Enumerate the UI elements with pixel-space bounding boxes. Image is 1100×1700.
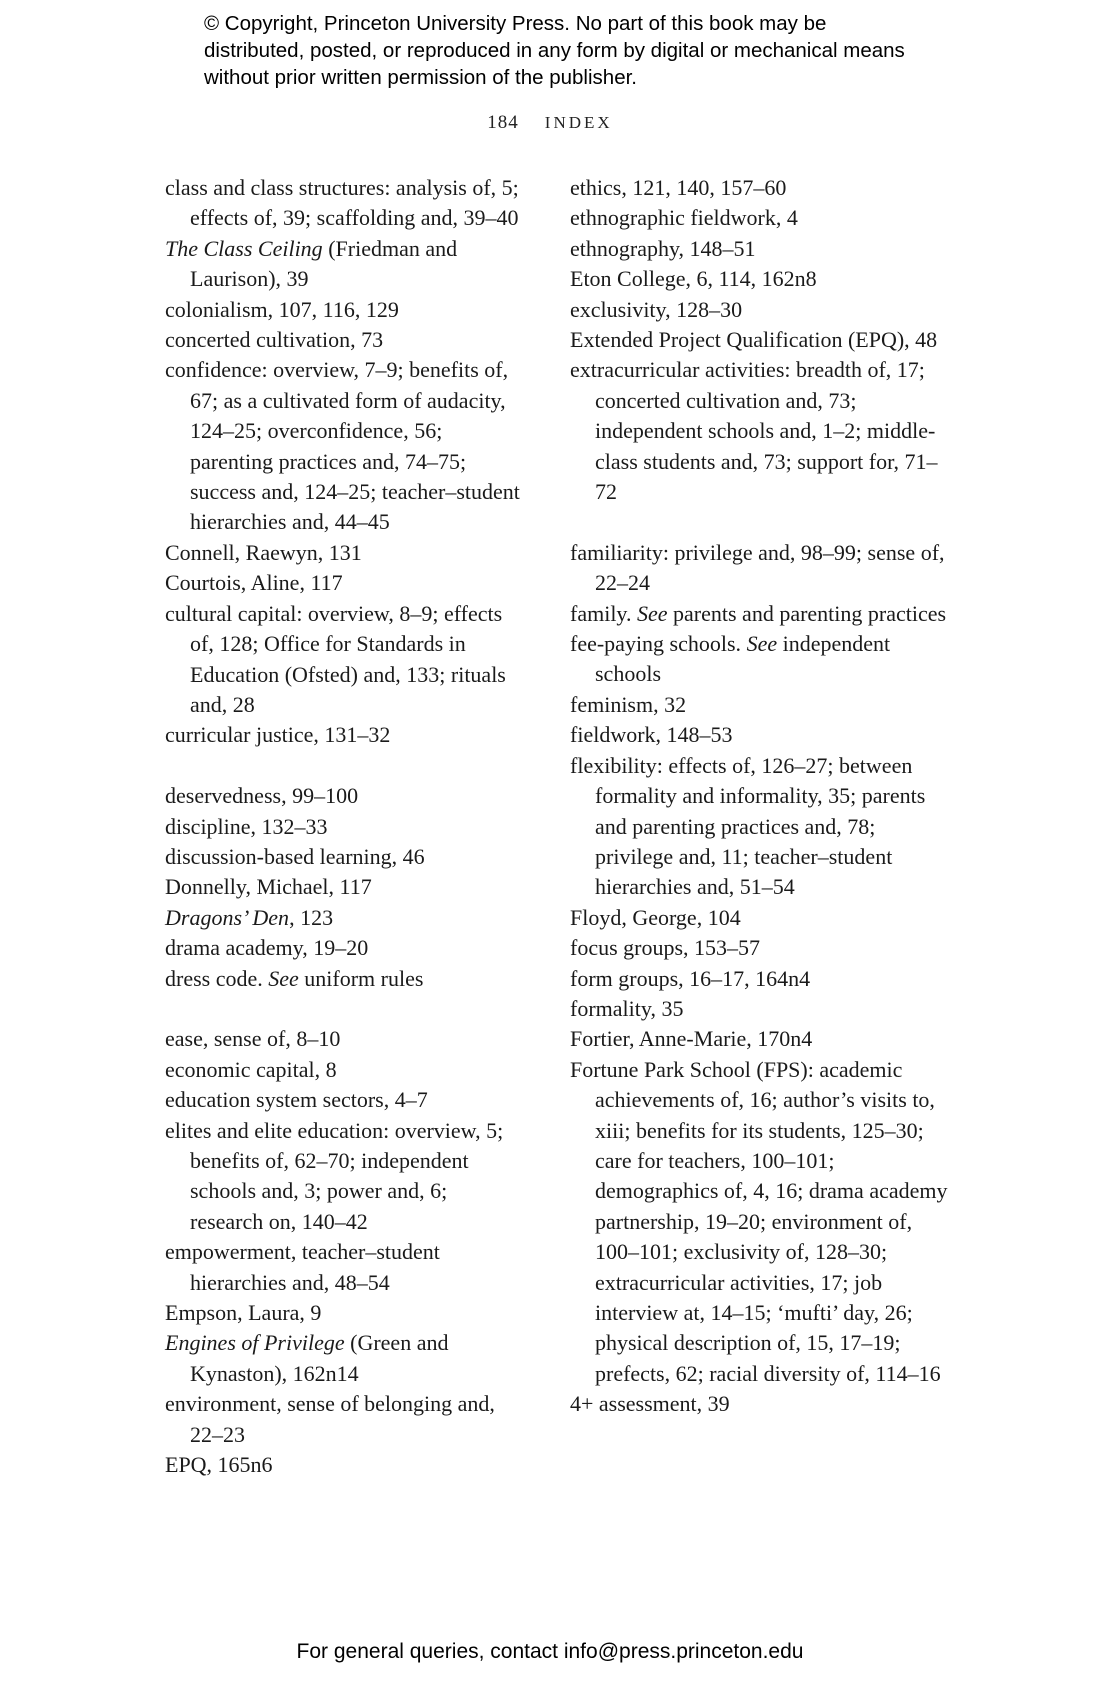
- index-entry-text: focus groups, 153–57: [570, 935, 761, 961]
- index-entry: [570, 295, 950, 325]
- index-entry: [165, 1298, 525, 1328]
- index-entry: [165, 599, 525, 721]
- section-title: INDEX: [544, 113, 613, 132]
- index-entry-text: economic capital, 8: [165, 1056, 337, 1082]
- index-entry: [165, 355, 525, 537]
- index-entry-text: Fortier, Anne-Marie, 170n4: [570, 1026, 813, 1052]
- index-entry-text: Floyd, George, 104: [570, 904, 741, 930]
- index-entry: [570, 234, 950, 264]
- index-entry-text: uniform rules: [298, 965, 424, 991]
- index-entry: [165, 933, 525, 963]
- index-entry-text: ethnography, 148–51: [570, 235, 756, 261]
- index-column-left: [165, 173, 525, 1480]
- index-entry-text: colonialism, 107, 116, 129: [165, 296, 399, 322]
- letter-group-gap: [165, 994, 525, 1024]
- index-entry-text: formality, 35: [570, 995, 684, 1021]
- index-entry-text: ease, sense of, 8–10: [165, 1026, 341, 1052]
- copyright-notice: © Copyright, Princeton University Press. No part of this book may be distributed, posted, or reproduced in any form by digital or mechanical means without prior written permission of the publisher.: [204, 12, 905, 89]
- index-entry: [165, 173, 525, 234]
- index-entry-text: fee-paying schools.: [570, 631, 747, 657]
- index-entry-italic-text: The Class Ceiling: [165, 235, 323, 261]
- index-entry-text: family.: [570, 600, 637, 626]
- index-entry-text: independent schools: [595, 631, 891, 687]
- index-entry-text: education system sectors, 4–7: [165, 1087, 428, 1113]
- index-entry-text: class and class structures: analysis of, 5; effects of, 39; scaffolding and, 39–40: [165, 175, 519, 231]
- index-entry-text: , 123: [289, 904, 334, 930]
- index-entry: [570, 629, 950, 690]
- index-entry-text: Courtois, Aline, 117: [165, 570, 343, 596]
- index-column-right: [570, 173, 950, 1420]
- letter-group-gap: [570, 507, 950, 537]
- footer-contact: For general queries, contact info@press.princeton.edu: [296, 1640, 804, 1663]
- index-entry: [570, 720, 950, 750]
- index-entry: [165, 1055, 525, 1085]
- index-entry-text: fieldwork, 148–53: [570, 722, 733, 748]
- index-entry-text: (Friedman and Laurison), 39: [190, 235, 458, 292]
- index-entry-text: dress code.: [165, 965, 269, 991]
- index-entry-text: flexibility: effects of, 126–27; between formality and informality, 35; parents and parenting practices and, 78; privilege and, 11; teacher–student hierarchies and, 51–54: [570, 752, 926, 900]
- index-entry-italic-text: Dragons’ Den: [165, 904, 290, 930]
- index-entry-italic-text: See: [637, 600, 668, 626]
- index-entry: [570, 690, 950, 720]
- index-entry: [570, 933, 950, 963]
- index-entry-italic-text: See: [746, 631, 778, 657]
- index-entry-text: concerted cultivation, 73: [165, 327, 384, 353]
- index-entry-text: Fortune Park School (FPS): academic achievements of, 16; author’s visits to, xiii; benefits for its students, 125–30; care for teachers, 100–101; demographics of, 4, 16; drama academy partnership, 19–20; environment of, 100–101; exclusivity of, 128–30; extracurricular activities, 17; job interview at, 14–15; ‘mufti’ day, 26; physical description of, 15, 17–19; prefects, 62; racial diversity of, 114–16: [570, 1056, 948, 1386]
- running-head: [0, 112, 1100, 134]
- index-entry-text: confidence: overview, 7–9; benefits of, 67; as a cultivated form of audacity, 124–25; overconfidence, 56; parenting practices and, 74–75; success and, 124–25; teacher–student hierarchies and, 44–45: [165, 357, 520, 535]
- index-entry-text: drama academy, 19–20: [165, 935, 369, 961]
- index-entry: [165, 538, 525, 568]
- index-entry-text: ethnographic fieldwork, 4: [570, 205, 798, 231]
- index-entry: [165, 1328, 525, 1389]
- index-entry: [570, 751, 950, 903]
- index-entry: [165, 842, 525, 872]
- index-entry: [570, 203, 950, 233]
- index-entry-text: EPQ, 165n6: [165, 1452, 273, 1478]
- index-entry-text: empowerment, teacher–student hierarchies and, 48–54: [165, 1239, 440, 1295]
- index-entry: [165, 1237, 525, 1298]
- index-entry: [570, 994, 950, 1024]
- index-entry: [165, 1450, 525, 1480]
- letter-group-gap: [165, 751, 525, 781]
- index-entry: [165, 568, 525, 598]
- index-entry: [570, 599, 950, 629]
- index-entry: [165, 964, 525, 994]
- index-entry: [165, 1024, 525, 1054]
- index-entry-text: Extended Project Qualification (EPQ), 48: [570, 327, 938, 353]
- index-entry: [570, 355, 950, 507]
- index-entry-text: feminism, 32: [570, 691, 687, 717]
- index-entry-text: Connell, Raewyn, 131: [165, 539, 362, 565]
- index-entry-text: curricular justice, 131–32: [165, 722, 391, 748]
- index-entry-text: parents and parenting practices: [667, 600, 947, 626]
- index-entry-text: Empson, Laura, 9: [165, 1300, 322, 1325]
- index-entry: [570, 173, 950, 203]
- index-entry-italic-text: See: [268, 965, 299, 991]
- index-entry: [570, 538, 950, 599]
- index-entry: [570, 903, 950, 933]
- index-entry-text: deservedness, 99–100: [165, 783, 359, 809]
- index-entry: [570, 964, 950, 994]
- index-entry: [165, 1389, 525, 1450]
- index-entry-text: ethics, 121, 140, 157–60: [570, 175, 787, 200]
- index-entry: [165, 295, 525, 325]
- index-entry: [165, 812, 525, 842]
- index-entry-text: discussion-based learning, 46: [165, 843, 425, 869]
- index-entry-text: Eton College, 6, 114, 162n8: [570, 266, 817, 292]
- page-number: 184: [487, 112, 519, 133]
- index-entry-text: 4+ assessment, 39: [570, 1391, 730, 1417]
- index-entry: [165, 872, 525, 902]
- index-entry-text: exclusivity, 128–30: [570, 296, 743, 322]
- index-entry: [165, 781, 525, 811]
- index-entry: [165, 1116, 525, 1238]
- index-entry: [165, 1085, 525, 1115]
- index-entry: [165, 720, 525, 750]
- index-entry: [570, 325, 950, 355]
- index-entry: [570, 1389, 950, 1419]
- index-entry: [570, 1055, 950, 1389]
- index-entry-text: form groups, 16–17, 164n4: [570, 965, 811, 991]
- index-entry-text: discipline, 132–33: [165, 813, 328, 839]
- index-entry-text: cultural capital: overview, 8–9; effects of, 128; Office for Standards in Education (Ofsted) and, 133; rituals and, 28: [165, 600, 506, 717]
- index-entry: [570, 264, 950, 294]
- index-entry-italic-text: Engines of Privilege: [165, 1330, 345, 1356]
- index-entry-text: extracurricular activities: breadth of, 17; concerted cultivation and, 73; independent schools and, 1–2; middle-class students and, 73; support for, 71–72: [570, 357, 938, 505]
- index-entry-text: environment, sense of belonging and, 22–23: [165, 1391, 495, 1447]
- index-entry-text: Donnelly, Michael, 117: [165, 874, 372, 900]
- index-entry-text: familiarity: privilege and, 98–99; sense of, 22–24: [570, 539, 945, 596]
- index-entry: [165, 325, 525, 355]
- index-entry: [165, 234, 525, 295]
- index-entry-text: (Green and Kynaston), 162n14: [190, 1330, 449, 1386]
- index-entry-text: elites and elite education: overview, 5; benefits of, 62–70; independent schools and, 3; power and, 6; research on, 140–42: [165, 1117, 504, 1234]
- index-entry: [570, 1024, 950, 1054]
- index-entry: [165, 903, 525, 933]
